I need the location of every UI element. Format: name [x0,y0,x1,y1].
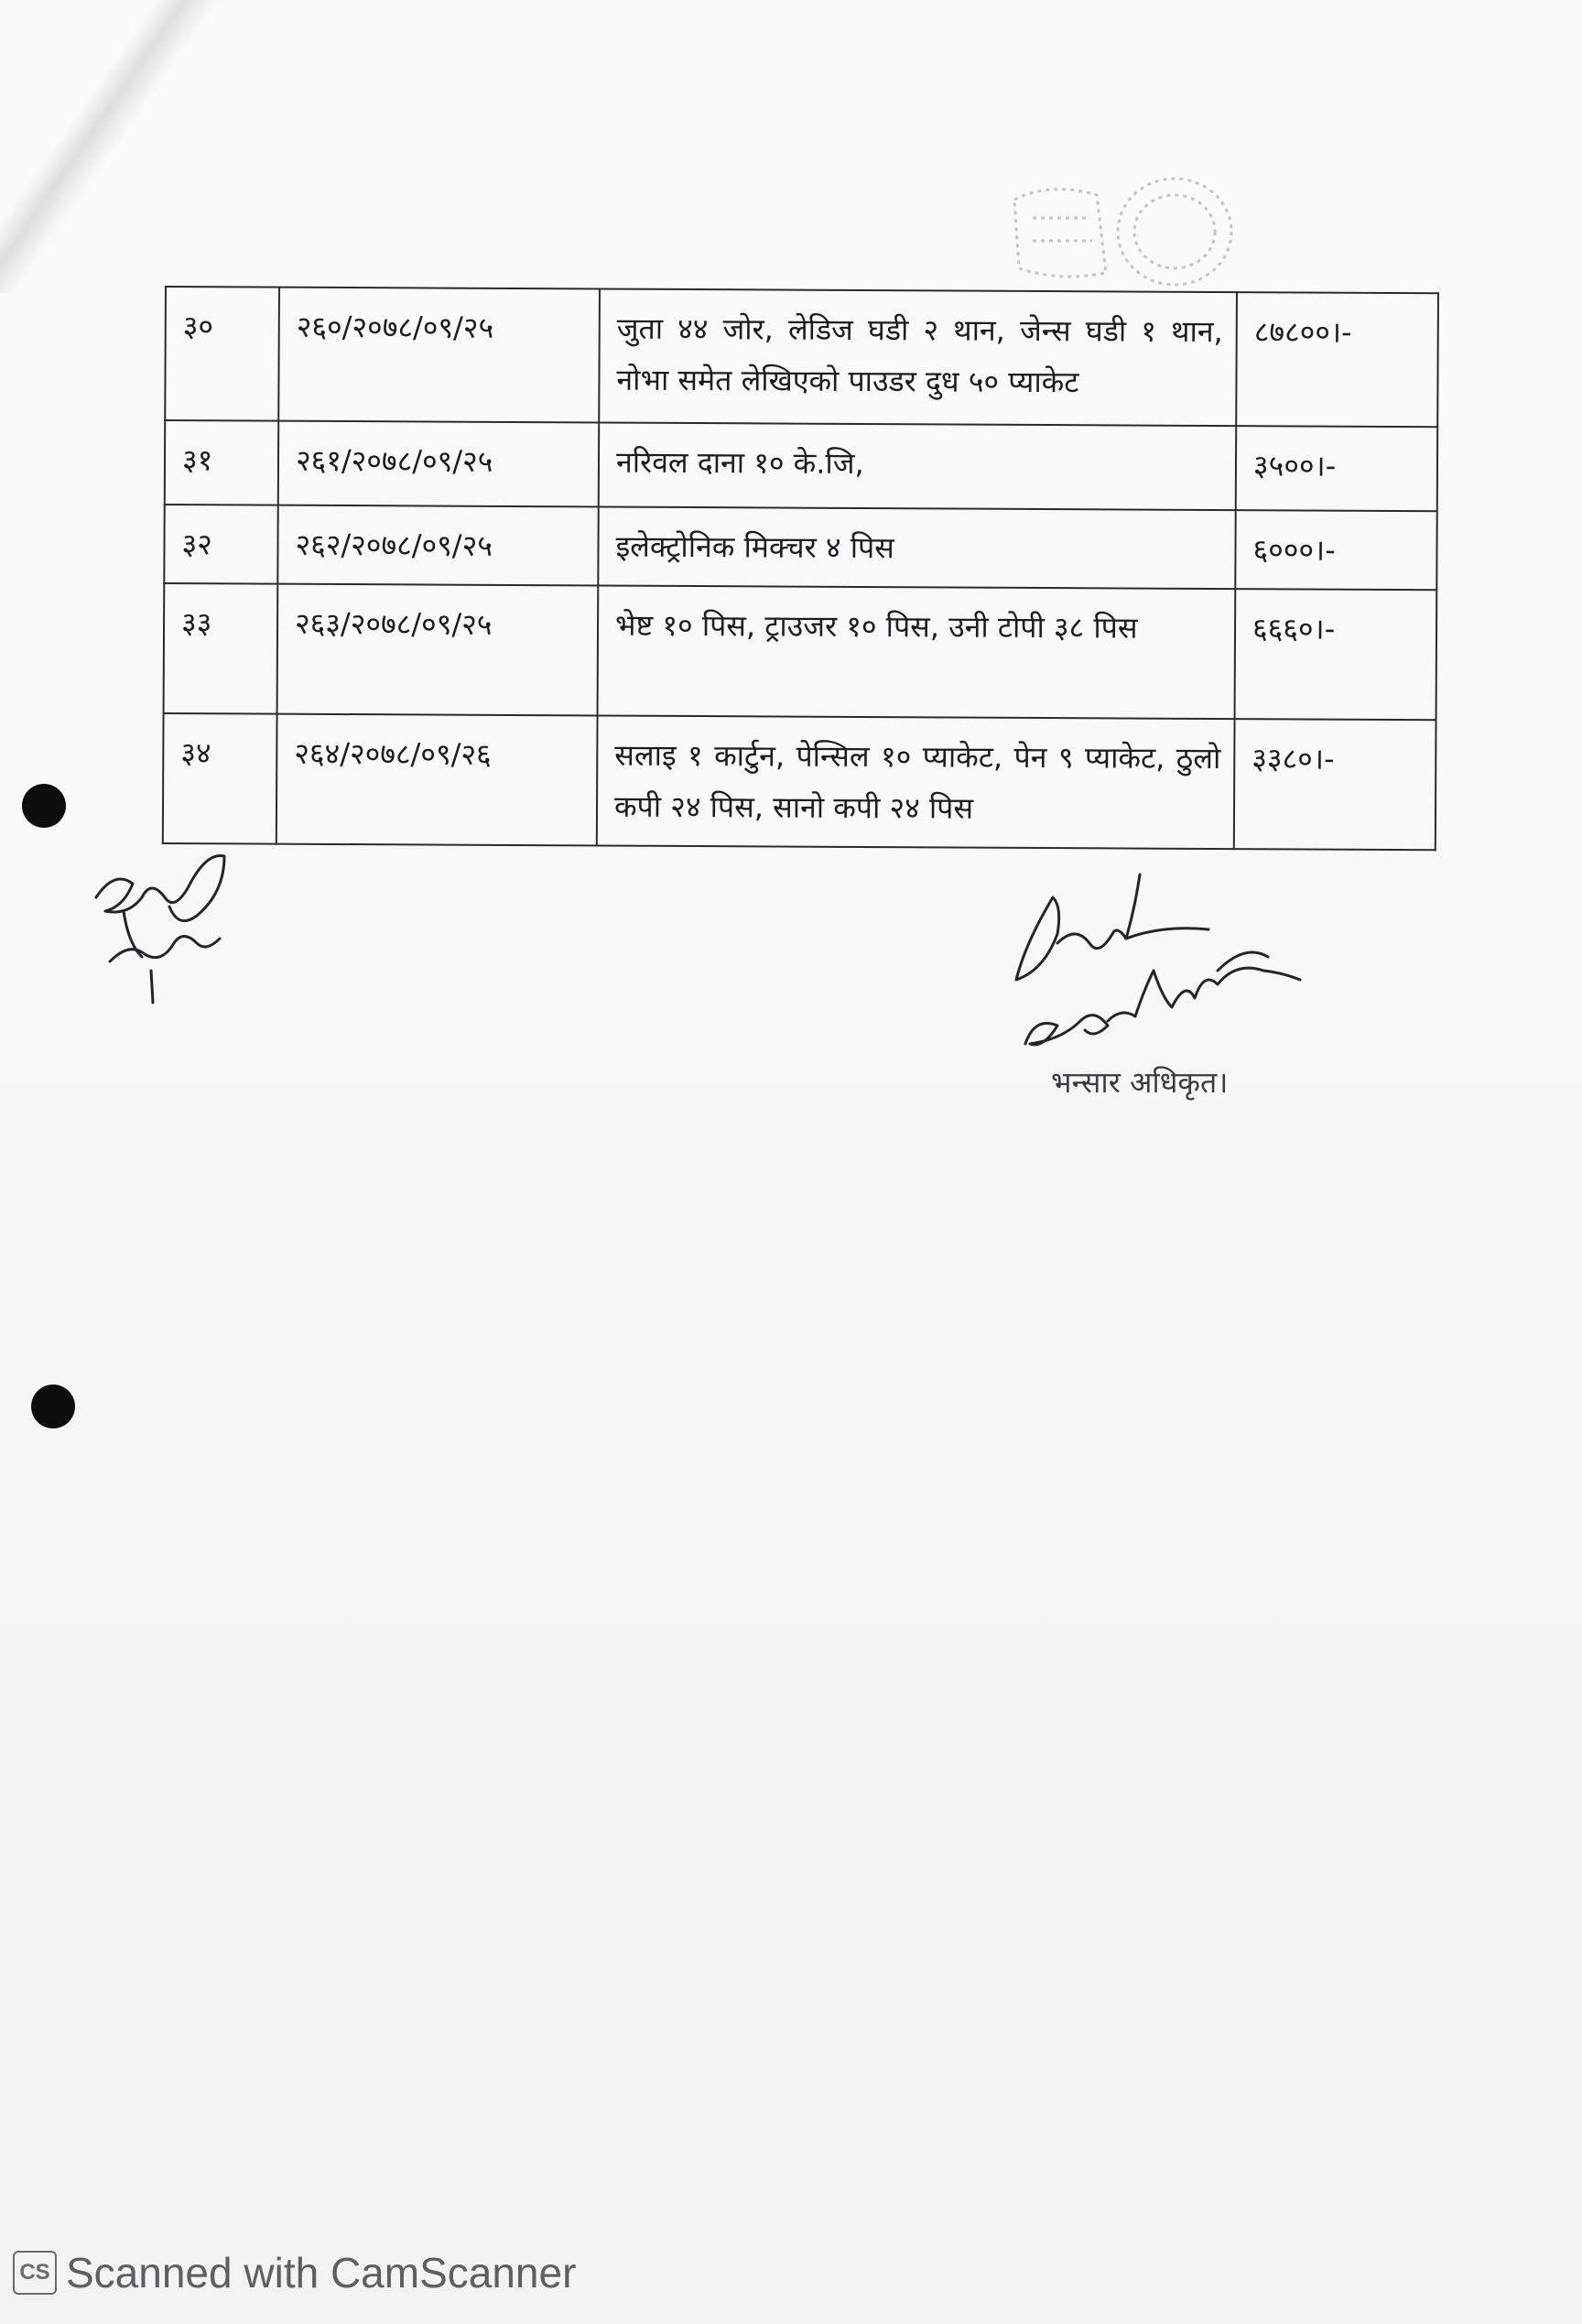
signature-right [1007,870,1318,1081]
amount-cell: ६०००।- [1235,510,1436,590]
table-row [164,505,1436,590]
punch-hole [22,784,66,828]
amount-cell: ३३८०।- [1234,719,1436,850]
number-date-cell: २६३/२०७८/०९/२५ [277,584,599,716]
table-row [165,420,1437,511]
camscanner-logo: CS [13,2251,57,2295]
description-cell: नरिवल दाना १० के.जि, [599,422,1236,510]
serial-cell: ३० [165,287,279,421]
amount-cell: ८७८००।- [1236,292,1438,427]
amount-cell: ६६६०।- [1235,589,1437,720]
table-row [164,583,1437,720]
number-date-cell: २६१/२०७८/०९/२५ [278,421,599,507]
seizure-record-table [162,286,1439,851]
officer-title: भन्सार अधिकृत। [1051,1065,1229,1100]
description-cell: जुता ४४ जोर, लेडिज घडी २ थान, जेन्स घडी १ थान, नोभा समेत लेखिएको पाउडर दुध ५० प्याकेट [599,288,1237,426]
number-date-cell: २६४/२०७८/०९/२६ [276,714,598,846]
camscanner-watermark [13,2245,576,2300]
watermark-text: Scanned with CamScanner [66,2249,577,2297]
faded-stamp [996,163,1252,300]
description-cell: इलेक्ट्रोनिक मिक्चर ४ पिस [598,506,1235,589]
serial-cell: ३४ [163,713,277,844]
serial-cell: ३३ [164,583,278,714]
description-cell: सलाइ १ कार्टुन, पेन्सिल १० प्याकेट, पेन ९ प्याकेट, ठुलो कपी २४ पिस, सानो कपी २४ पिस [597,715,1235,849]
number-date-cell: २६२/२०७८/०९/२५ [277,505,598,586]
signature-left [87,842,243,1007]
table-row [165,287,1438,427]
punch-hole [31,1385,75,1428]
paper-fold-shadow [0,0,275,293]
number-date-cell: २६०/२०७८/०९/२५ [278,288,600,423]
amount-cell: ३५००।- [1236,426,1437,511]
serial-cell: ३१ [165,420,278,505]
description-cell: भेष्ट १० पिस, ट्राउजर १० पिस, उनी टोपी ३८ पिस [598,585,1236,719]
table-row [163,713,1436,850]
serial-cell: ३२ [164,505,277,584]
